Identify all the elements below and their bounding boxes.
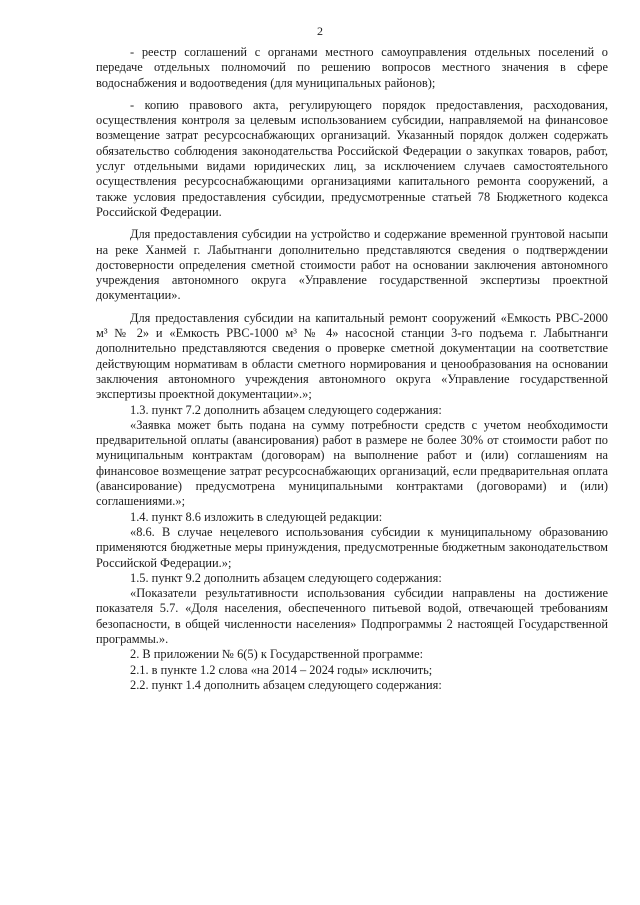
paragraph-legal-act-copy: - копию правового акта, регулирующего порядок предоставления, расходования, осуществления контроля за целевым использованием субсидии, направляемой на финансовое возмещение затрат ресурсоснабжающих организаций. Указанный порядок должен содержать обязательство соблюдения законодательства Российской Федерации о закупках товаров, работ, услуг отдельными видами юридических лиц, за исключением случаев самостоятельного осуществления ресурсоснабжающими организациями капитального ремонта сооружений, а также условия предоставления субсидии, предусмотренные статьей 78 Бюджетного кодекса Российской Федерации. — [96, 97, 608, 219]
paragraph-registry-agreements: - реестр соглашений с органами местного самоуправления отдельных поселений о передаче отдельных полномочий по решению вопросов местного значения в сфере водоснабжения и водоотведения (для муниципальных районов); — [96, 45, 608, 90]
paragraph-item-1-3: 1.3. пункт 7.2 дополнить абзацем следующего содержания: — [130, 402, 442, 417]
paragraph-item-8-6: «8.6. В случае нецелевого использования субсидии к муниципальному образованию применяются бюджетные меры принуждения, предусмотренные бюджетным законодательством Российской Федерации.»; — [96, 524, 608, 570]
paragraph-item-2-1: 2.1. в пункте 1.2 слова «на 2014 – 2024 годы» исключить; — [130, 662, 433, 677]
paragraph-rvs-tanks-repair: Для предоставления субсидии на капитальный ремонт сооружений «Емкость РВС-2000 м³ № 2» и «Емкость РВС-1000 м³ № 4» насосной станции 3-го подъема г. Лабытнанги дополнительно представляются сведения о проверке сметной документации на соответствие действующим нормативам в области сметного нормирования и ценообразования на основании заключения автономного учреждения автономного округа «Управление государственной экспертизы проектной документации».»; — [96, 310, 608, 402]
page-number: 2 — [317, 24, 323, 38]
paragraph-item-2-2: 2.2. пункт 1.4 дополнить абзацем следующего содержания: — [130, 677, 442, 692]
paragraph-item-2: 2. В приложении № 6(5) к Государственной программе: — [130, 647, 424, 662]
paragraph-item-1-5: 1.5. пункт 9.2 дополнить абзацем следующего содержания: — [130, 570, 442, 585]
paragraph-item-1-4: 1.4. пункт 8.6 изложить в следующей редакции: — [130, 509, 383, 524]
paragraph-performance-indicators: «Показатели результативности использования субсидии направлены на достижение показателя 5.7. «Доля населения, обеспеченного питьевой водой, отвечающей требованиям безопасности, в общей численности населения» Подпрограммы 2 настоящей Государственной программы.». — [96, 586, 608, 646]
paragraph-application-advance: «Заявка может быть подана на сумму потребности средств с учетом необходимости предварительной оплаты (авансирования) работ в размере не более 30% от стоимости работ по муниципальным контрактам (договорам) на выполнение работ и (или) соглашениям на финансовое возмещение затрат ресурсоснабжающих организаций, если предварительная оплата (авансирование) предусмотрена муниципальными контрактами (договорами) и (или) соглашениями.»; — [96, 417, 608, 509]
document-body — [96, 45, 608, 693]
paragraph-khanmei-embankment: Для предоставления субсидии на устройство и содержание временной грунтовой насыпи на реке Ханмей г. Лабытнанги дополнительно представляются сведения о подтверждении достоверности определения сметной стоимости работ на основании заключения автономного учреждения автономного округа «Управление государственной экспертизы проектной документации». — [96, 227, 608, 303]
